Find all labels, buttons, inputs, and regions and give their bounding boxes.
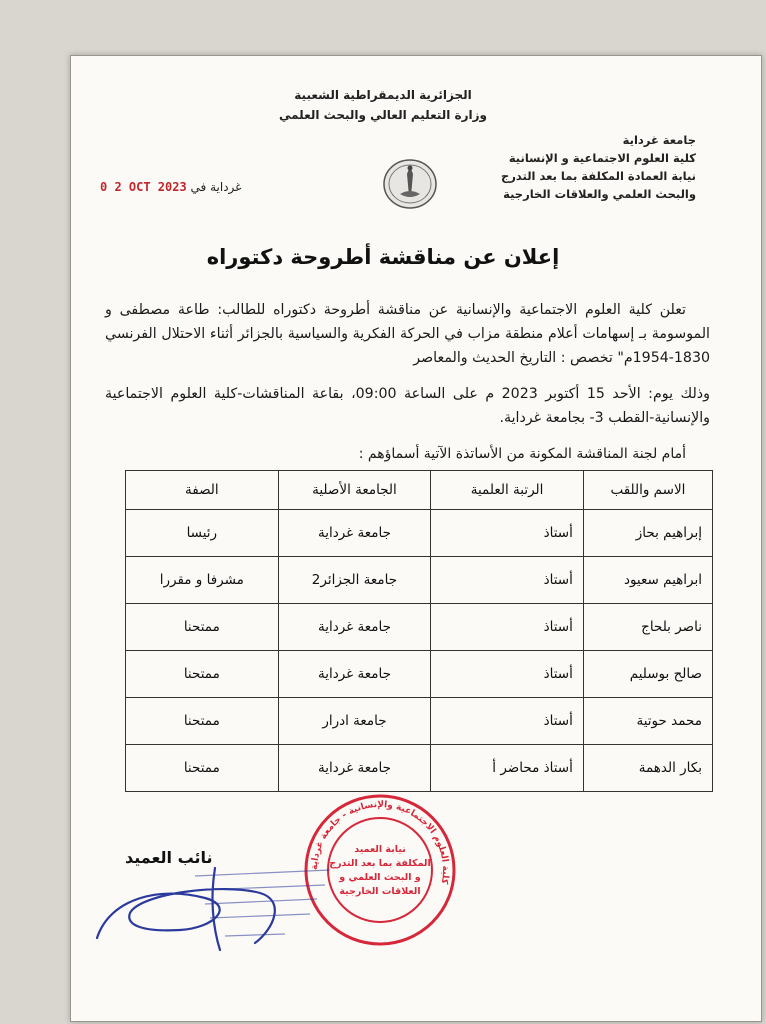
member-university: جامعة غرداية	[278, 510, 431, 557]
member-rank: أستاذ	[431, 557, 584, 604]
member-university: جامعة ادرار	[278, 698, 431, 745]
member-rank: أستاذ	[431, 510, 584, 557]
date-stamp: 0 2 OCT 2023	[100, 180, 187, 194]
vice-deanship-line1: نيابة العمادة المكلفة بما بعد التدرج	[500, 169, 696, 183]
member-name: صالح بوسليم	[583, 651, 712, 698]
header-rank: الرتبة العلمية	[431, 471, 584, 510]
table-row	[126, 745, 713, 792]
member-university: جامعة غرداية	[278, 745, 431, 792]
member-role: مشرفا و مقررا	[126, 557, 279, 604]
table-row	[126, 510, 713, 557]
member-role: ممتحنا	[126, 745, 279, 792]
announcement-paragraph: تعلن كلية العلوم الاجتماعية والإنسانية عن مناقشة أطروحة دكتوراه للطالب: طاعة مصطفى و الموسومة بـ إسهامات أعلام منطقة مزاب في الحركة الفكرية والسياسية بالجزائر أثناء الاحتلال الفرنسي 1830-1954م" تخصص : التاريخ الحديث والمعاصر	[105, 302, 710, 366]
member-name: محمد حوتية	[583, 698, 712, 745]
header-ministry: وزارة التعليم العالي والبحث العلمي	[278, 108, 488, 122]
member-name: بكار الدهمة	[583, 745, 712, 792]
stamp-line: المكلفة بما بعد التدرج	[329, 858, 431, 869]
committee-intro: أمام لجنة المناقشة المكونة من الأساتذة الآتية أسماؤهم :	[358, 446, 686, 462]
member-name: ناصر بلحاج	[583, 604, 712, 651]
table-row	[126, 557, 713, 604]
dean-title: نائب العميد	[125, 848, 213, 867]
announcement-title: إعلان عن مناقشة أطروحة دكتوراه	[206, 245, 560, 269]
stamp-line: و البحث العلمي و	[339, 872, 421, 883]
member-rank: أستاذ	[431, 698, 584, 745]
member-name: إبراهيم بحاز	[583, 510, 712, 557]
table-row	[126, 698, 713, 745]
header-name: الاسم واللقب	[583, 471, 712, 510]
member-rank: أستاذ	[431, 651, 584, 698]
stamp-line: نيابة العميد	[354, 844, 406, 855]
handwritten-signature	[85, 858, 345, 962]
header-university: الجامعة الأصلية	[278, 471, 431, 510]
header-role: الصفة	[126, 471, 279, 510]
stamp-line: العلاقات الخارجية	[339, 886, 421, 897]
member-role: ممتحنا	[126, 698, 279, 745]
member-university: جامعة غرداية	[278, 651, 431, 698]
member-university: جامعة الجزائر2	[278, 557, 431, 604]
date-place-label: غرداية في	[190, 180, 242, 194]
member-role: ممتحنا	[126, 604, 279, 651]
member-rank: أستاذ محاضر أ	[431, 745, 584, 792]
member-name: ابراهيم سعيود	[583, 557, 712, 604]
table-header-row	[126, 471, 713, 510]
table-row	[126, 604, 713, 651]
defense-schedule-paragraph: وذلك يوم: الأحد 15 أكتوبر 2023 م على الساعة 09:00، بقاعة المناقشات-كلية العلوم الاجتماعية والإنسانية-القطب 3- بجامعة غرداية.	[105, 386, 710, 426]
header-republic: الجزائرية الديمقراطية الشعبية	[294, 88, 472, 102]
member-role: ممتحنا	[126, 651, 279, 698]
university-name: جامعة غرداية	[622, 133, 696, 147]
committee-table	[125, 470, 713, 792]
faculty-name: كلية العلوم الاجتماعية و الإنسانية	[508, 151, 696, 165]
vice-deanship-line2: والبحث العلمي والعلاقات الخارجية	[503, 187, 696, 201]
member-role: رئيسا	[126, 510, 279, 557]
university-logo	[380, 152, 440, 216]
table-row	[126, 651, 713, 698]
member-rank: أستاذ	[431, 604, 584, 651]
stamp-ring-text: كلية العلوم الاجتماعية والإنسانية - جامعة غرداية	[309, 799, 451, 885]
document-date	[100, 180, 241, 194]
member-university: جامعة غرداية	[278, 604, 431, 651]
